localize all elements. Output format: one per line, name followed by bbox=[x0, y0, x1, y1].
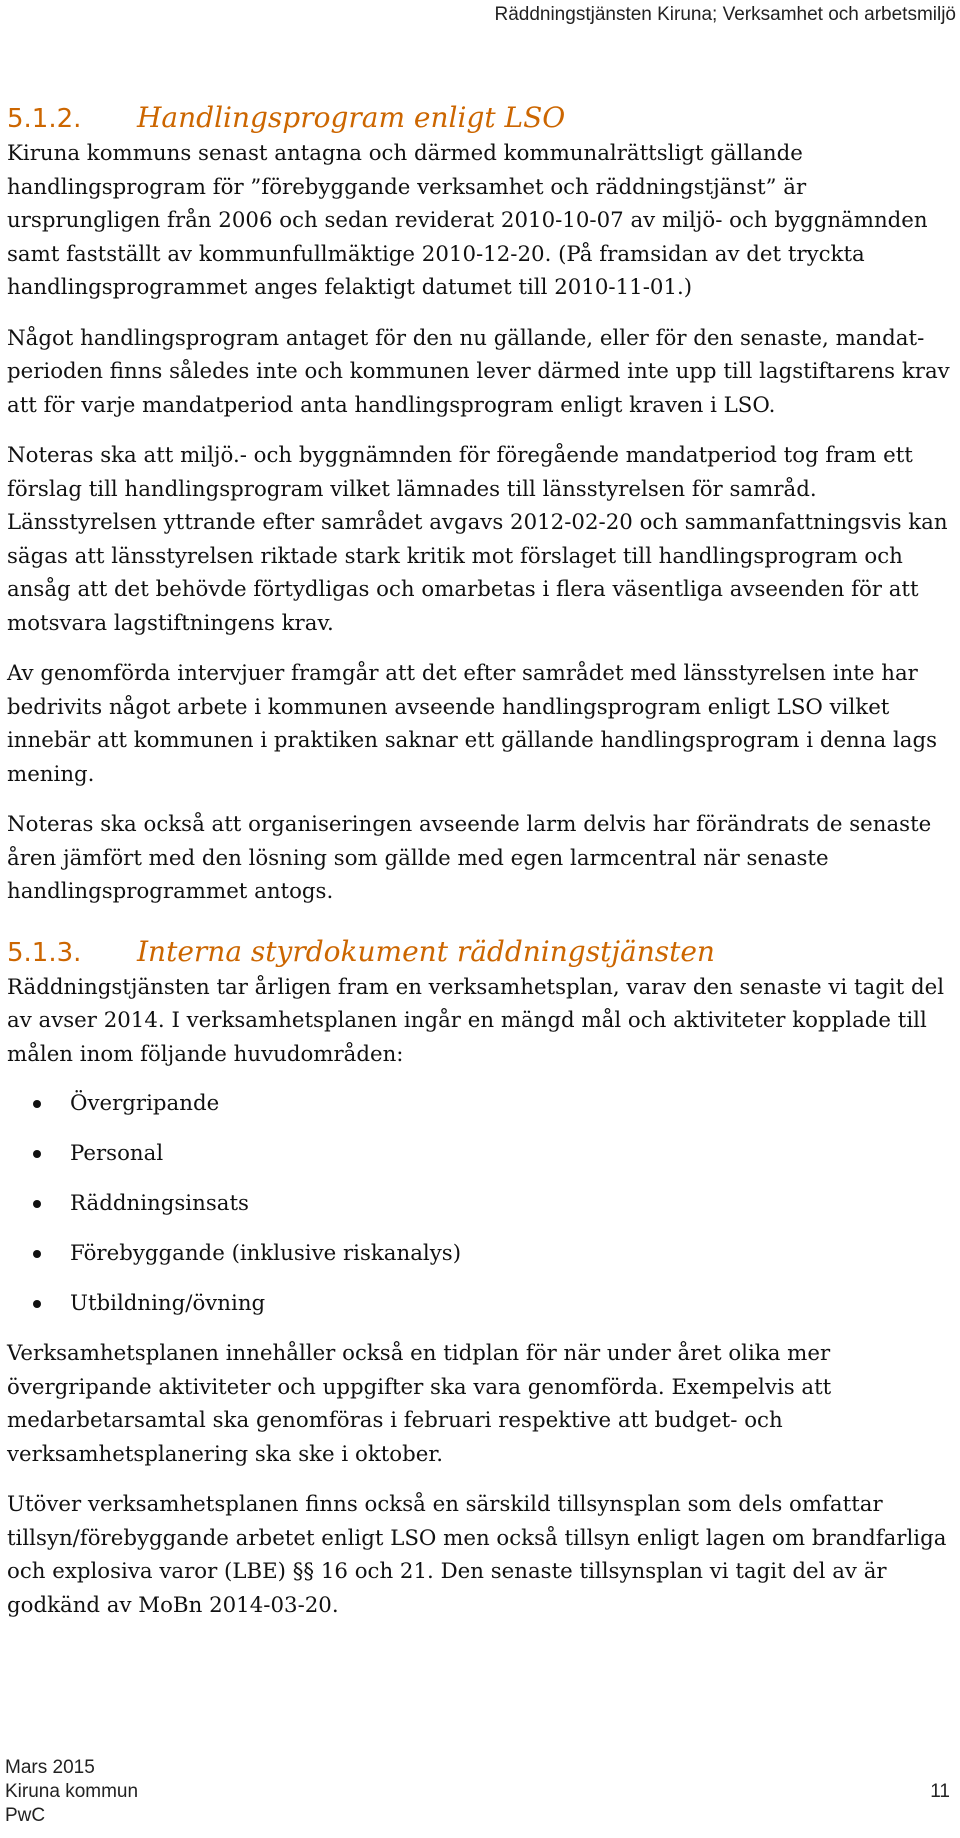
list-item bbox=[7, 1087, 953, 1120]
paragraph: Verksamhetsplanen innehåller också en tidplan för när under året olika mer övergripande aktiviteter och uppgifter ska vara genomförda. Exempelvis att medarbetarsamtal ska genomföras i februari respektive att budget- och verksamhetsplanering ska ske i oktober. bbox=[7, 1341, 832, 1467]
list-item-label: Personal bbox=[70, 1141, 164, 1166]
list-item bbox=[7, 1187, 953, 1220]
list-item bbox=[7, 1237, 953, 1270]
section-heading-interna-styrdokument bbox=[7, 934, 953, 971]
bullet-icon bbox=[33, 1200, 41, 1208]
section-number: 5.1.3. bbox=[7, 937, 82, 968]
section-heading-handlingsprogram bbox=[7, 100, 953, 137]
paragraph: Av genomförda intervjuer framgår att det efter samrådet med länsstyrelsen inte har bedrivits något arbete i kommunen avseende handlingsprogram enligt LSO vilket innebär att kommunen i praktiken saknar ett gällande handlingsprogram i denna lags mening. bbox=[7, 661, 938, 787]
paragraph: Utöver verksamhetsplanen finns också en särskild tillsynsplan som dels omfattar tillsyn/förebyggande arbetet enligt LSO men också tillsyn enligt lagen om brandfarliga och explosiva varor (LBE) §§ 16 och 21. Den senaste tillsynsplan vi tagit del av är godkänd av MoBn 2014-03-20. bbox=[7, 1492, 947, 1618]
list-item-label: Förebyggande (inklusive riskanalys) bbox=[70, 1241, 461, 1266]
footer-firm: PwC bbox=[5, 1805, 46, 1826]
focus-area-list bbox=[7, 1087, 953, 1320]
section-title: Interna styrdokument räddningstjänsten bbox=[137, 934, 715, 968]
footer-client: Kiruna kommun bbox=[5, 1781, 139, 1802]
document-body bbox=[7, 100, 953, 1622]
list-item-label: Räddningsinsats bbox=[70, 1191, 249, 1216]
paragraph: Noteras ska att miljö.- och byggnämnden för föregående mandatperiod tog fram ett förslag till handlingsprogram vilket lämnades till länsstyrelsen för samråd. Länsstyrelsen yttrande efter samrådet avgavs 2012-02-20 och sammanfattningsvis kan sägas att länsstyrelsen riktade stark kritik mot förslaget till handlingsprogram och ansåg att det behövde förtydligas och omarbetas i flera väsentliga avseenden för att motsvara lagstiftningens krav. bbox=[7, 443, 948, 636]
footer-date: Mars 2015 bbox=[5, 1757, 95, 1778]
list-item bbox=[7, 1137, 953, 1170]
list-item-label: Övergripande bbox=[70, 1091, 220, 1116]
list-item-label: Utbildning/övning bbox=[70, 1291, 266, 1316]
running-header: Räddningstjänsten Kiruna; Verksamhet och arbetsmiljö bbox=[494, 4, 956, 25]
bullet-icon bbox=[33, 1300, 41, 1308]
paragraph: Noteras ska också att organiseringen avseende larm delvis har förändrats de senaste åren jämfört med den lösning som gällde med egen larmcentral när senaste handlingsprogrammet antogs. bbox=[7, 812, 932, 904]
section-title: Handlingsprogram enligt LSO bbox=[137, 101, 566, 134]
paragraph: Räddningstjänsten tar årligen fram en verksamhetsplan, varav den senaste vi tagit del av avser 2014. I verksamhetsplanen ingår en mängd mål och aktiviteter kopplade till målen inom följande huvudområden: bbox=[7, 974, 945, 1067]
paragraph: Kiruna kommuns senast antagna och därmed kommunalrättsligt gällande handlingsprogram för ”förebyggande verksamhet och räddningstjänst” är ursprungligen från 2006 och sedan reviderat 2010-10-07 av miljö- och byggnämnden samt fastställt av kommunfullmäktige 2010-12-20. (På framsidan av det tryckta handlingsprogrammet anges felaktigt datumet till 2010-11-01.) bbox=[7, 141, 928, 300]
bullet-icon bbox=[33, 1100, 41, 1108]
page-number: 11 bbox=[930, 1781, 950, 1802]
bullet-icon bbox=[33, 1150, 41, 1158]
list-item bbox=[7, 1287, 953, 1320]
paragraph: Något handlingsprogram antaget för den nu gällande, eller för den senaste, mandatperioden finns således inte och kommunen lever därmed inte upp till lagstiftarens krav att för varje mandatperiod anta handlingsprogram enligt kraven i LSO. bbox=[7, 325, 950, 418]
footer bbox=[5, 1756, 138, 1828]
section-number: 5.1.2. bbox=[7, 104, 82, 134]
bullet-icon bbox=[33, 1250, 41, 1258]
